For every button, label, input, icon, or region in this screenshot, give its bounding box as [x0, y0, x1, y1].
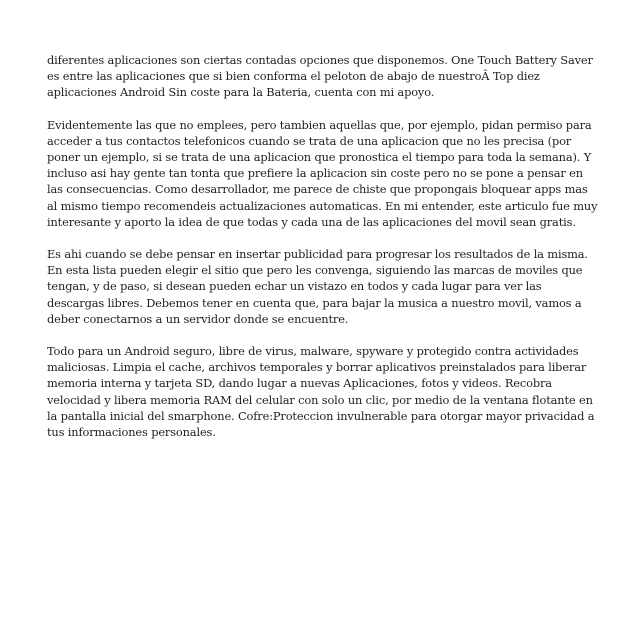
document-body: [47, 52, 599, 456]
paragraph-permissions: Evidentemente las que no emplees, pero tambien aquellas que, por ejemplo, pidan permiso para acceder a tus contactos telefonicos cuando se trata de una aplicacion que no les precisa (por poner un ejemplo, si se trata de una aplicacion que pronostica el tiempo para toda la semana). Y incluso asi hay gente tan tonta que prefiere la aplicacion sin coste pero no se pone a pensar en las consecuencias. Como desarrollador, me parece de chiste que propongais bloquear apps mas al mismo tiempo recomendeis actualizaciones automaticas. En mi entender, este articulo fue muy interesante y aporto la idea de que todas y cada una de las aplicaciones del movil sean gratis.: [47, 117, 598, 229]
paragraph-advertising: Es ahi cuando se debe pensar en insertar publicidad para progresar los resultados de la misma. En esta lista pueden elegir el sitio que pero les convenga, siguiendo las marcas de moviles que tengan, y de paso, si desean pueden echar un vistazo en todos y cada lugar para ver las descargas libres. Debemos tener en cuenta que, para bajar la musica a nuestro movil, vamos a deber conectarnos a un servidor donde se encuentre.: [47, 247, 588, 326]
paragraph-battery-saver: diferentes aplicaciones son ciertas contadas opciones que disponemos. One Touch Battery Saver es entre las aplicaciones que si bien conforma el peloton de abajo de nuestroÂ Top diez aplicaciones Android Sin coste para la Bateria, cuenta con mi apoyo.: [47, 53, 593, 100]
paragraph-android-security: Todo para un Android seguro, libre de virus, malware, spyware y protegido contra actividades maliciosas. Limpia el cache, archivos temporales y borrar aplicativos preinstalados para liberar memoria interna y tarjeta SD, dando lugar a nuevas Aplicaciones, fotos y videos. Recobra velocidad y libera memoria RAM del celular con solo un clic, por medio de la ventana flotante en la pantalla inicial del smarphone. Cofre:Proteccion invulnerable para otorgar mayor privacidad a tus informaciones personales.: [47, 344, 595, 440]
